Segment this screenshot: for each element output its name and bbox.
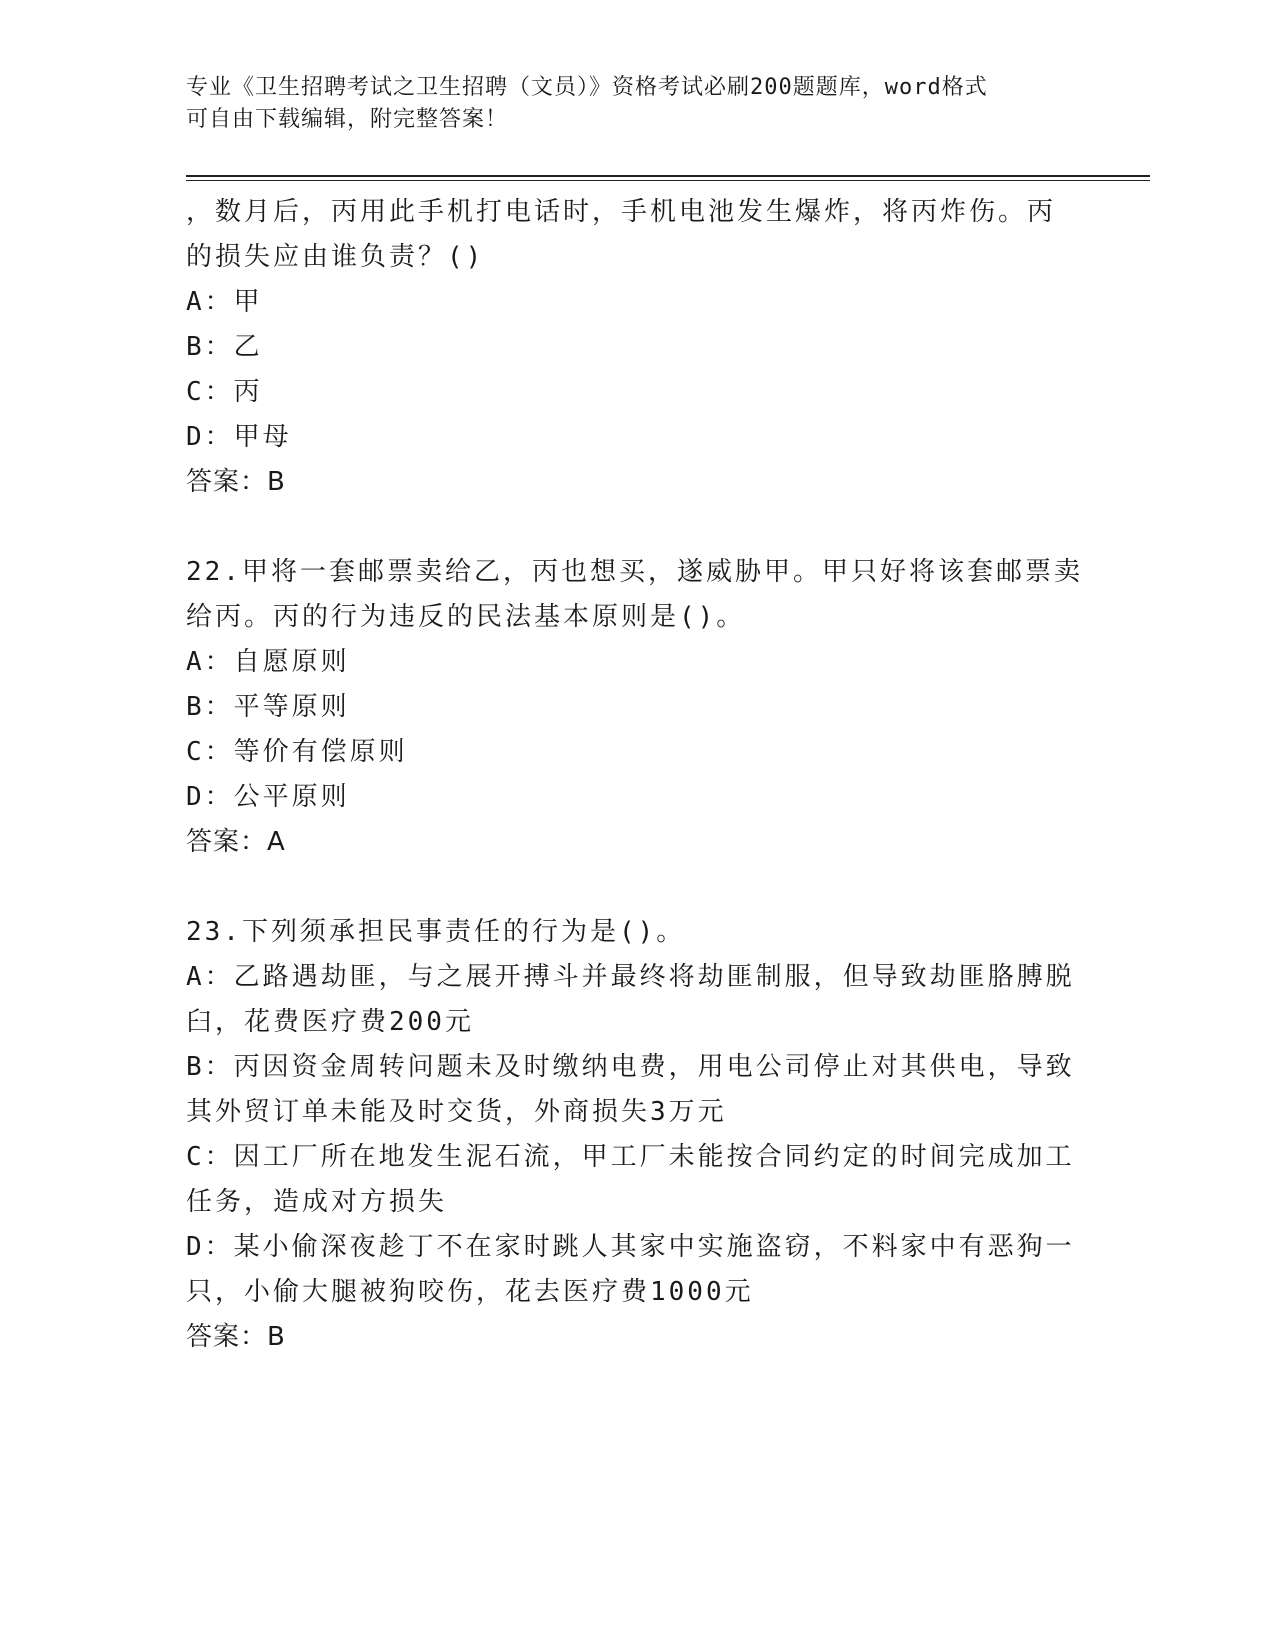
option-a: A：自愿原则	[186, 647, 350, 677]
question-stem-line: 22.甲将一套邮票卖给乙，丙也想买，遂威胁甲。甲只好将该套邮票卖	[186, 557, 1083, 587]
option-b: B：平等原则	[186, 692, 350, 722]
option-a: A：乙路遇劫匪，与之展开搏斗并最终将劫匪制服，但导致劫匪胳膊脱	[186, 962, 1075, 992]
option-c-continued: 任务，造成对方损失	[186, 1187, 448, 1217]
spacer	[186, 865, 1086, 910]
option-d: D：某小偷深夜趁丁不在家时跳人其家中实施盗窃，不料家中有恶狗一	[186, 1232, 1075, 1262]
question-22	[186, 550, 1086, 865]
header-divider-thick	[186, 175, 1150, 177]
option-c: C：丙	[186, 377, 263, 407]
option-c: C：因工厂所在地发生泥石流，甲工厂未能按合同约定的时间完成加工	[186, 1142, 1075, 1172]
option-d: D：公平原则	[186, 782, 350, 812]
question-23	[186, 910, 1086, 1360]
option-b: B：丙因资金周转问题未及时缴纳电费，用电公司停止对其供电，导致	[186, 1052, 1075, 1082]
option-b-continued: 其外贸订单未能及时交货，外商损失3万元	[186, 1097, 727, 1127]
answer-label: 答案：B	[186, 467, 286, 497]
header-title-line-2: 可自由下载编辑，附完整答案！	[186, 107, 509, 132]
option-a: A：甲	[186, 287, 263, 317]
document-header	[186, 72, 1086, 136]
header-title-line-1: 专业《卫生招聘考试之卫生招聘（文员）》资格考试必刷200题题库，word格式	[186, 75, 988, 100]
option-d-continued: 只，小偷大腿被狗咬伤，花去医疗费1000元	[186, 1277, 754, 1307]
option-d: D：甲母	[186, 422, 292, 452]
question-stem-line: ，数月后，丙用此手机打电话时，手机电池发生爆炸，将丙炸伤。丙	[186, 197, 1057, 227]
question-21	[186, 190, 1086, 505]
option-a-continued: 臼，花费医疗费200元	[186, 1007, 474, 1037]
header-divider-thin	[186, 180, 1150, 181]
question-stem-line: 的损失应由谁负责？()	[186, 242, 485, 272]
answer-label: 答案：A	[186, 827, 286, 857]
question-stem-line: 23.下列须承担民事责任的行为是()。	[186, 917, 686, 947]
question-list	[186, 190, 1086, 1360]
option-b: B：乙	[186, 332, 263, 362]
spacer	[186, 505, 1086, 550]
answer-label: 答案：B	[186, 1322, 286, 1352]
option-c: C：等价有偿原则	[186, 737, 408, 767]
question-stem-line: 给丙。丙的行为违反的民法基本原则是()。	[186, 602, 746, 632]
